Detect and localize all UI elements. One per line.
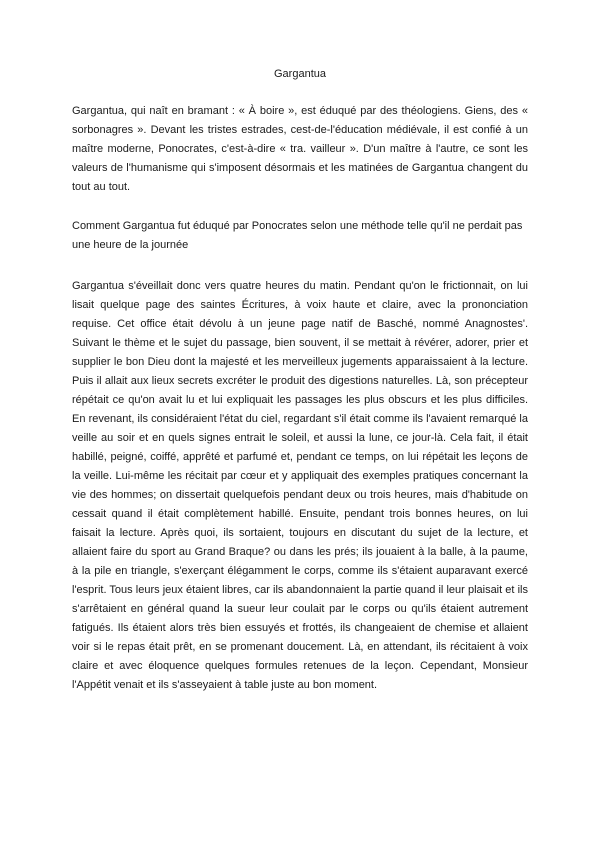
body-paragraph: Gargantua s'éveillait donc vers quatre heures du matin. Pendant qu'on le frictionnait, on lui lisait quelque page des saintes Écritures, à voix haute et claire, avec la prononciation requise. Cet office était dévolu à un jeune page natif de Basché, nommé Anagnostes'. Suivant le thème et le sujet du passage, bien souvent, il se mettait à révérer, adorer, prier et supplier le bon Dieu dont la majesté et les merveilleux jugements apparaissaient à la lecture. Puis il allait aux lieux secrets excréter le produit des digestions naturelles. Là, son précepteur répétait ce qu'on avait lu et lui expliquait les passages les plus obscurs et les plus difficiles. En revenant, ils considéraient l'état du ciel, regardant s'il était comme ils l'avaient remarqué la veille au soir et en quels signes entrait le soleil, et aussi la lune, ce jour-là. Cela fait, il était habillé, peigné, coiffé, apprêté et parfumé et, pendant ce temps, on lui répétait les leçons de la veille. Lui-même les récitait par cœur et y appliquait des exemples pratiques concernant la vie des hommes; on dissertait quelquefois pendant deux ou trois heures, mais d'habitude on cessait quand il était complètement habillé. Ensuite, pendant trois bonnes heures, on lui faisait la lecture. Après quoi, ils sortaient, toujours en discutant du sujet de la lecture, et allaient faire du sport au Grand Braque? ou dans les prés; ils jouaient à la balle, à la paume, à la pile en triangle, s'exerçant élégamment le corps, comme ils s'étaient auparavant exercé l'esprit. Tous leurs jeux étaient libres, car ils abandonnaient la partie quand il leur plaisait et ils s'arrêtaient en général quand la sueur leur coulait par le corps ou qu'ils étaient autrement fatigués. Ils étaient alors très bien essuyés et frottés, ils changeaient de chemise et allaient voir si le repas était prêt, en se promenant doucement. Là, en attendant, ils récitaient à voix claire et avec éloquence quelques formules retenues de la leçon. Cependant, Monsieur l'Appétit venait et ils s'asseyaient à table juste au bon moment. [72, 280, 528, 691]
chapter-subtitle: Comment Gargantua fut éduqué par Ponocrates selon une méthode telle qu'il ne perdait pas une heure de la journée [72, 220, 523, 251]
document-page [72, 66, 528, 695]
document-title: Gargantua [274, 68, 326, 80]
intro-paragraph: Gargantua, qui naît en bramant : « À boire », est éduqué par des théologiens. Giens, des « sorbonagres ». Devant les tristes estrades, cest-de-l'éducation médiévale, il est confié à un maître moderne, Ponocrates, c'est-à-dire « tra. vailleur ». D'un maître à l'autre, ce sont les valeurs de l'humanisme qui s'imposent désormais et les matinées de Gargantua changent du tout au tout. [72, 105, 528, 193]
